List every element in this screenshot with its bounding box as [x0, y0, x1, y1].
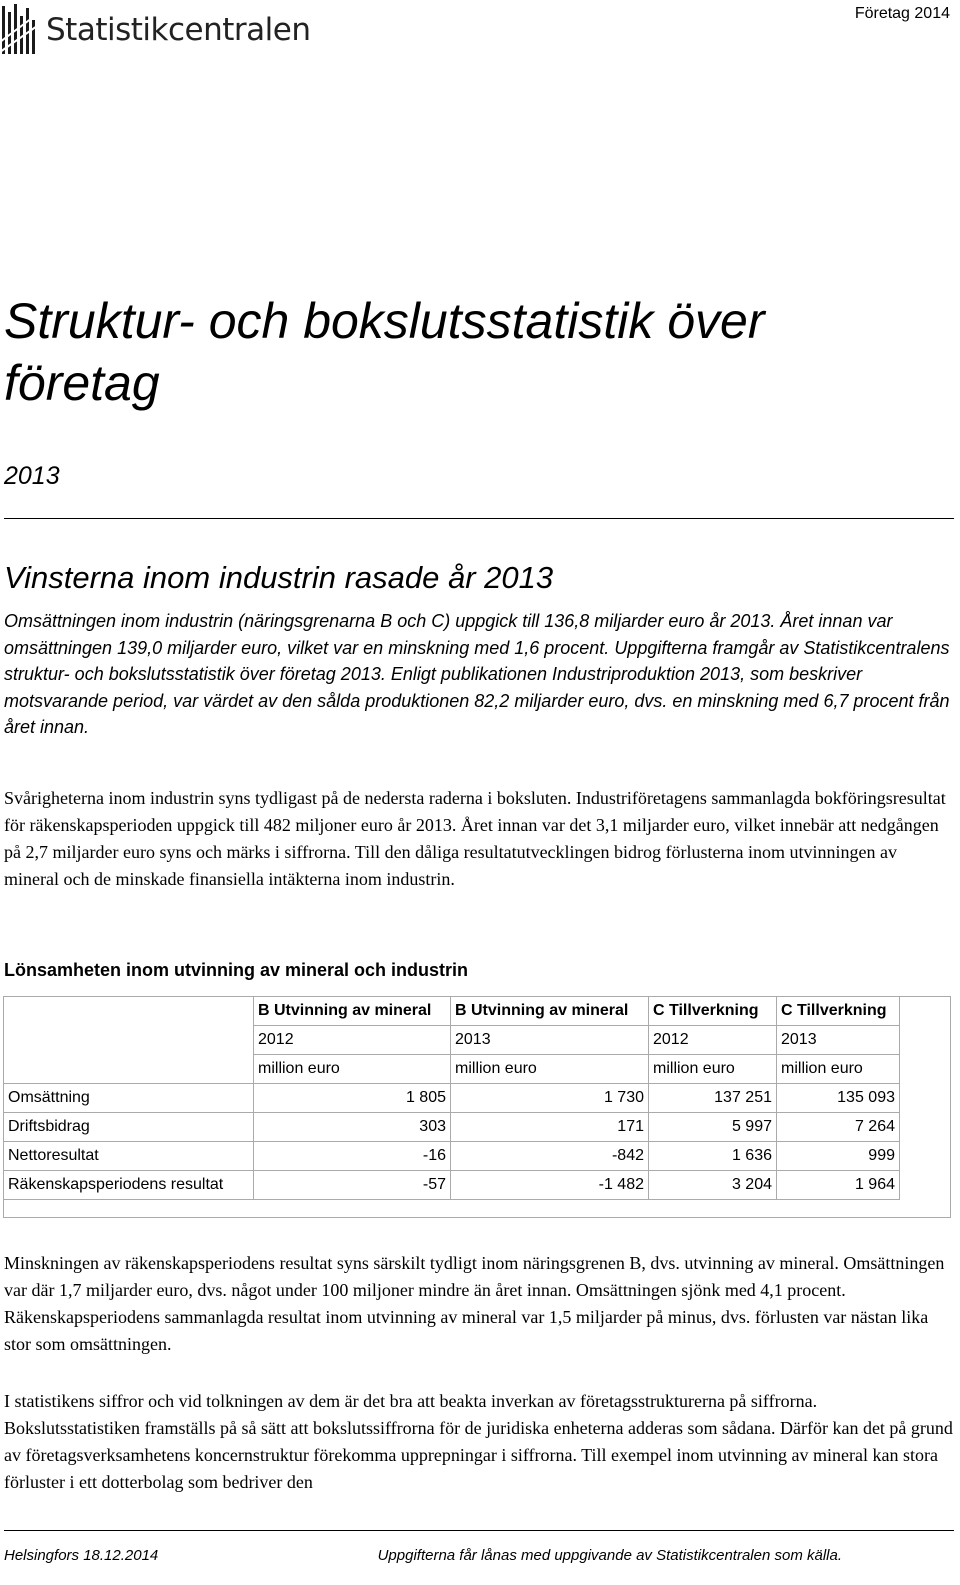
table-cell: 5 997 [649, 1113, 777, 1142]
column-header: B Utvinning av mineral [451, 997, 649, 1026]
footer-date: Helsingfors 18.12.2014 [4, 1547, 159, 1564]
table-cell: -16 [254, 1142, 451, 1171]
row-label: Räkenskapsperiodens resultat [4, 1171, 254, 1200]
row-label: Omsättning [4, 1084, 254, 1113]
unit-header: million euro [777, 1055, 900, 1084]
table-cell: -57 [254, 1171, 451, 1200]
year-header: 2013 [777, 1026, 900, 1055]
table-cell: 1 730 [451, 1084, 649, 1113]
table-row [4, 1171, 900, 1200]
year-header: 2012 [649, 1026, 777, 1055]
table-row [4, 1113, 900, 1142]
table-corner [4, 997, 254, 1026]
table-corner [4, 1026, 254, 1055]
footer-source-note: Uppgifterna får lånas med uppgivande av Statistikcentralen som källa. [377, 1547, 842, 1564]
table-row [4, 1084, 900, 1113]
logo-text: Statistikcentralen [46, 12, 311, 48]
table-cell: -1 482 [451, 1171, 649, 1200]
table-cell: 1 964 [777, 1171, 900, 1200]
unit-header: million euro [451, 1055, 649, 1084]
column-header: C Tillverkning [777, 997, 900, 1026]
publication-label: Företag 2014 [854, 5, 950, 22]
section-heading: Vinsterna inom industrin rasade år 2013 [4, 560, 554, 595]
table-cell: 171 [451, 1113, 649, 1142]
unit-header: million euro [254, 1055, 451, 1084]
column-header: B Utvinning av mineral [254, 997, 451, 1026]
year-header: 2013 [451, 1026, 649, 1055]
table-cell: 999 [777, 1142, 900, 1171]
table-header-row [4, 997, 900, 1026]
row-label: Driftsbidrag [4, 1113, 254, 1142]
table-cell: 1 805 [254, 1084, 451, 1113]
logo-mark-icon [0, 2, 40, 58]
body-paragraph-2: Minskningen av räkenskapsperiodens resultat syns särskilt tydligt inom näringsgrenen B, dvs. utvinning av mineral. Omsättningen var där 1,7 miljarder euro, dvs. något under 100 miljoner mindre än året innan. Omsättningen sjönk med 4,1 procent. Räkenskapsperiodens sammanlagda resultat inom utvinning av mineral var 1,5 miljarder på minus, dvs. förlusten var nästan lika stor som omsättningen. [4, 1253, 945, 1354]
page-title: Struktur- och bokslutsstatistik över företag [4, 293, 765, 411]
intro-paragraph: Omsättningen inom industrin (näringsgrenarna B och C) uppgick till 136,8 miljarder euro år 2013. Året innan var omsättningen 139,0 miljarder euro, vilket var en minskning med 1,6 procent. Uppgifterna framgår av Statistikcentralens struktur- och bokslutsstatistik över företag 2013. Enligt publikationen Industriproduktion 2013, som beskriver motsvarande period, var värdet av den sålda produktionen 82,2 miljarder euro, dvs. en minskning med 6,7 procent från året innan. [4, 611, 950, 737]
table-row [4, 1142, 900, 1171]
table-title: Lönsamheten inom utvinning av mineral och industrin [4, 960, 469, 980]
body-paragraph-1: Svårigheterna inom industrin syns tydligast på de nedersta raderna i boksluten. Industriföretagens sammanlagda bokföringsresultat för räkenskapsperioden uppgick till 482 miljoner euro år 2013. Året innan var det 3,1 miljarder euro, vilket innebär att nedgången på 2,7 miljarder euro syns och märks i siffrorna. Till den dåliga resultatutvecklingen bidrog förlusterna inom utvinningen av mineral och de minskade finansiella intäkterna inom industrin. [4, 788, 946, 889]
statistikcentralen-logo [0, 2, 310, 58]
table-cell: 137 251 [649, 1084, 777, 1113]
table-cell: 7 264 [777, 1113, 900, 1142]
header-divider [4, 518, 954, 519]
table-cell: -842 [451, 1142, 649, 1171]
table-corner [4, 1055, 254, 1084]
profitability-table [3, 996, 900, 1200]
body-paragraph-3: I statistikens siffror och vid tolkningen av dem är det bra att beakta inverkan av företagsstrukturerna på siffrorna. Bokslutsstatistiken framställs på så sätt att bokslutssiffrorna för de juridiska enheterna adderas som sådana. Därför kan det på grund av företagsverksamhetens koncernstruktur förekomma upprepningar i siffrorna. Till exempel inom utvinning av mineral kan stora förluster i ett dotterbolag som bedriver den [4, 1391, 953, 1492]
table-cell: 3 204 [649, 1171, 777, 1200]
year-header: 2012 [254, 1026, 451, 1055]
table-cell: 135 093 [777, 1084, 900, 1113]
footer-divider [4, 1530, 954, 1531]
table-year-row [4, 1026, 900, 1055]
table-cell: 1 636 [649, 1142, 777, 1171]
table-cell: 303 [254, 1113, 451, 1142]
statistics-year: 2013 [4, 462, 60, 490]
row-label: Nettoresultat [4, 1142, 254, 1171]
column-header: C Tillverkning [649, 997, 777, 1026]
unit-header: million euro [649, 1055, 777, 1084]
table-unit-row [4, 1055, 900, 1084]
